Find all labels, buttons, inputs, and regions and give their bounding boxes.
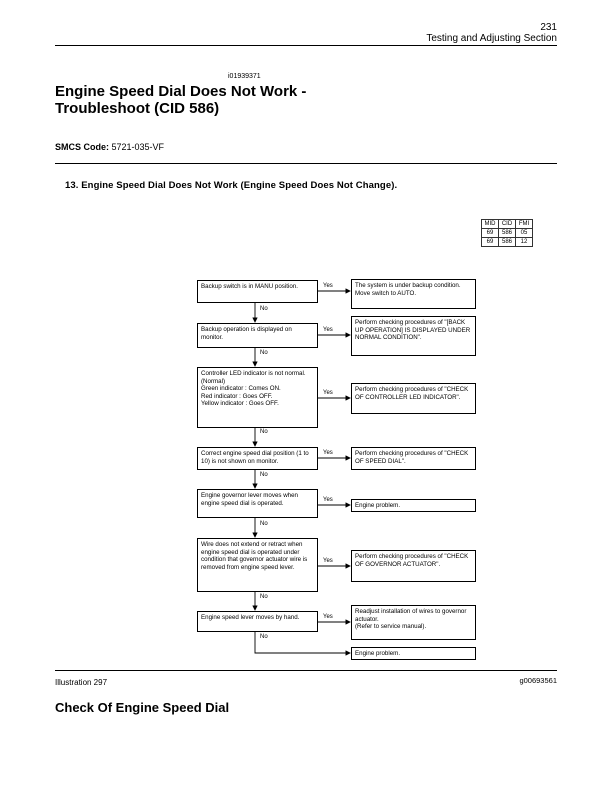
figure-heading: 13. Engine Speed Dial Does Not Work (Engine Speed Does Not Change). — [65, 180, 398, 191]
no-label: No — [260, 350, 268, 356]
result-box-7: Readjust installation of wires to governor actuator. (Refer to service manual). — [351, 605, 476, 640]
result-box-4: Perform checking procedures of "CHECK OF SPEED DIAL". — [351, 447, 476, 470]
condition-box-7: Engine speed lever moves by hand. — [197, 611, 318, 632]
condition-box-2: Backup operation is displayed on monitor. — [197, 323, 318, 348]
result-box-5: Engine problem. — [351, 499, 476, 512]
condition-box-1: Backup switch is in MANU position. — [197, 280, 318, 303]
illustration-label: Illustration 297 — [55, 678, 108, 687]
smcs-value: 5721-035-VF — [111, 142, 165, 152]
no-arrow — [255, 632, 350, 653]
figure-rule — [55, 670, 557, 671]
code-cell: 69 — [482, 229, 499, 238]
code-header-cell: MID — [482, 220, 499, 229]
page-number: 231 — [540, 22, 557, 33]
result-box-3: Perform checking procedures of "CHECK OF CONTROLLER LED INDICATOR". — [351, 383, 476, 414]
page-title: Engine Speed Dial Does Not Work - Troubleshoot (CID 586) — [55, 83, 307, 117]
result-box-2: Perform checking procedures of "[BACK UP OPERATION] IS DISPLAYED UNDER NORMAL CONDITION". — [351, 316, 476, 356]
condition-box-5: Engine governor lever moves when engine speed dial is operated. — [197, 489, 318, 518]
yes-label: Yes — [323, 390, 333, 396]
document-id: i01939371 — [228, 73, 261, 80]
condition-box-4: Correct engine speed dial position (1 to 10) is not shown on monitor. — [197, 447, 318, 470]
result-box-1: The system is under backup condition. Move switch to AUTO. — [351, 279, 476, 309]
result-box-8: Engine problem. — [351, 647, 476, 660]
yes-label: Yes — [323, 327, 333, 333]
no-label: No — [260, 472, 268, 478]
no-label: No — [260, 634, 268, 640]
code-header-cell: FMI — [516, 220, 533, 229]
code-header-cell: CID — [499, 220, 516, 229]
code-cell: 12 — [516, 238, 533, 247]
illustration-code: g00693561 — [519, 676, 557, 685]
condition-box-6: Wire does not extend or retract when engine speed dial is operated under condition that governor actuator wire is removed from engine speed lever. — [197, 538, 318, 592]
no-label: No — [260, 306, 268, 312]
yes-label: Yes — [323, 558, 333, 564]
yes-label: Yes — [323, 283, 333, 289]
code-cell: 69 — [482, 238, 499, 247]
code-cell: 586 — [499, 229, 516, 238]
no-label: No — [260, 521, 268, 527]
no-label: No — [260, 429, 268, 435]
code-cell: 05 — [516, 229, 533, 238]
yes-label: Yes — [323, 497, 333, 503]
yes-label: Yes — [323, 450, 333, 456]
code-cell: 586 — [499, 238, 516, 247]
smcs-label: SMCS Code: — [55, 142, 109, 152]
section-heading: Check Of Engine Speed Dial — [55, 700, 230, 715]
condition-box-3: Controller LED indicator is not normal. (Normal) Green indicator : Comes ON. Red indicator : Goes OFF. Yellow indicator : Goes OFF. — [197, 367, 318, 428]
yes-label: Yes — [323, 614, 333, 620]
section-title: Testing and Adjusting Section — [426, 33, 557, 44]
result-box-6: Perform checking procedures of "CHECK OF GOVERNOR ACTUATOR". — [351, 550, 476, 582]
no-label: No — [260, 594, 268, 600]
